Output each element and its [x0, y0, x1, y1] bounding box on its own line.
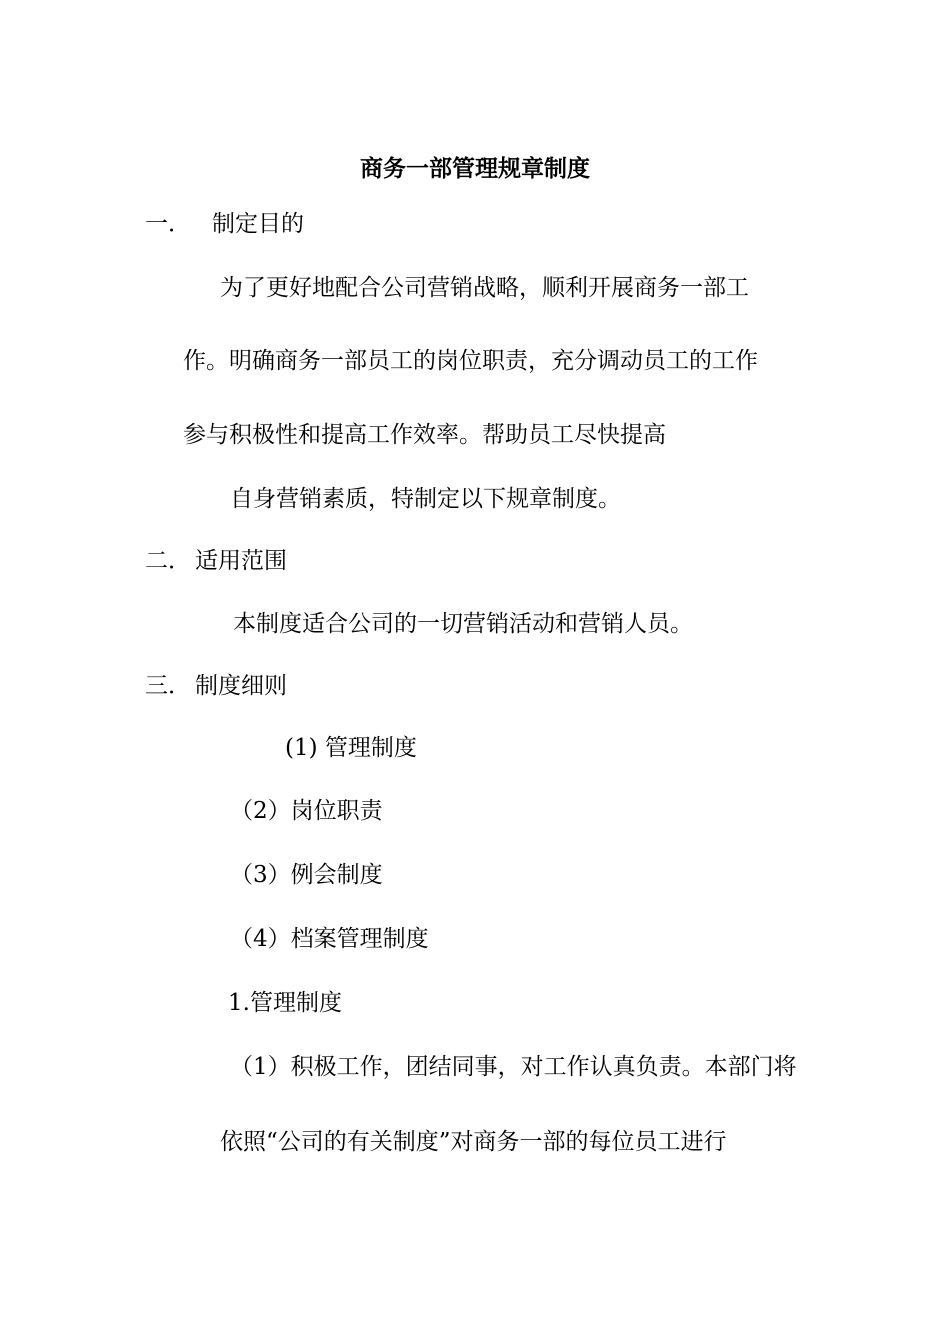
- subsection-paragraph-line: 依照“公司的有关制度”对商务一部的每位员工进行: [220, 1129, 727, 1155]
- section-2-title: 适用范围: [195, 548, 287, 574]
- section-3-number: 三．: [145, 673, 191, 699]
- list-item: (1) 管理制度: [285, 735, 417, 761]
- section-1-paragraph-line: 参与积极性和提高工作效率。帮助员工尽快提高: [183, 422, 666, 448]
- section-2-heading: [145, 547, 287, 575]
- section-2-paragraph-line: 本制度适合公司的一切营销活动和营销人员。: [233, 611, 693, 637]
- section-3-heading: [145, 672, 287, 700]
- list-item: （3）例会制度: [230, 862, 383, 888]
- section-2-number: 二．: [145, 548, 191, 574]
- section-1-title: 制定目的: [212, 211, 304, 237]
- section-1-paragraph-line: 作。明确商务一部员工的岗位职责，充分调动员工的工作: [183, 348, 758, 374]
- subsection-heading: 1.管理制度: [228, 990, 342, 1016]
- section-1-paragraph-line: 为了更好地配合公司营销战略，顺利开展商务一部工: [220, 275, 749, 301]
- section-3-title: 制度细则: [195, 673, 287, 699]
- section-1-number: 一．: [145, 211, 191, 237]
- section-1-paragraph-line: 自身营销素质，特制定以下规章制度。: [230, 486, 621, 512]
- list-item: （2）岗位职责: [230, 798, 383, 824]
- section-1-heading: [145, 210, 304, 238]
- subsection-paragraph-line: （1）积极工作，团结同事，对工作认真负责。本部门将: [230, 1054, 797, 1080]
- list-item: （4）档案管理制度: [230, 926, 429, 952]
- document-title: 商务一部管理规章制度: [360, 155, 590, 182]
